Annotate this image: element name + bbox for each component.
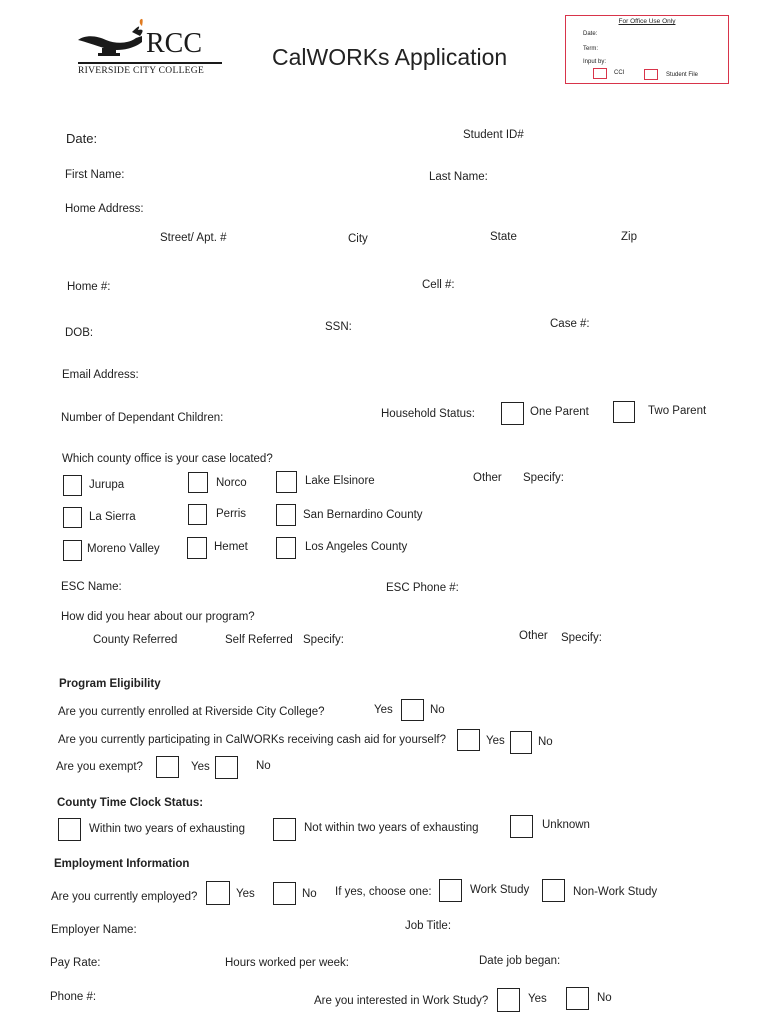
employed-yes-checkbox[interactable] [206,881,230,905]
employer-name-label: Employer Name: [51,924,137,936]
perris-label: Perris [216,508,247,520]
home-address-label: Home Address: [65,203,144,215]
first-name-label: First Name: [65,169,125,181]
exempt-yes-checkbox[interactable] [156,756,179,778]
job-title-label: Job Title: [405,920,452,932]
exempt-question: Are you exempt? [56,761,143,773]
hours-label: Hours worked per week: [225,957,349,969]
employed-question: Are you currently employed? [51,891,198,903]
city-label: City [348,233,368,245]
enrolled-yes-label: Yes [374,704,393,716]
pay-rate-label: Pay Rate: [50,957,101,969]
interest-yes-label: Yes [528,993,547,1005]
exempt-no-label: No [256,760,271,772]
phone-label: Phone #: [50,991,97,1003]
state-label: State [490,231,517,243]
children-label: Number of Dependant Children: [61,412,224,424]
unknown-checkbox[interactable] [510,815,533,838]
email-label: Email Address: [62,369,139,381]
employed-no-checkbox[interactable] [273,882,296,905]
other-county-label: Other [473,472,502,484]
within-two-years-checkbox[interactable] [58,818,81,841]
employment-heading: Employment Information [54,858,190,870]
last-name-label: Last Name: [429,171,488,183]
employed-yes-label: Yes [236,888,255,900]
lake-elsinore-label: Lake Elsinore [305,475,375,487]
cci-checkbox[interactable] [593,68,607,79]
perris-checkbox[interactable] [188,504,207,525]
one-parent-checkbox[interactable] [501,402,524,425]
student-id-label: Student ID# [463,129,524,141]
non-work-study-label: Non-Work Study [573,886,658,898]
employed-no-label: No [302,888,317,900]
exempt-no-checkbox[interactable] [215,756,238,779]
household-label: Household Status: [381,408,475,420]
esc-name-label: ESC Name: [61,581,122,593]
lake-elsinore-checkbox[interactable] [276,471,297,493]
not-within-two-years-checkbox[interactable] [273,818,296,841]
lamp-icon [76,18,156,58]
within-two-years-label: Within two years of exhausting [89,823,245,835]
jurupa-label: Jurupa [89,479,125,491]
norco-label: Norco [216,477,247,489]
unknown-label: Unknown [542,819,590,831]
enrolled-question: Are you currently enrolled at Riverside City College? [58,706,325,718]
san-bernardino-label: San Bernardino County [303,509,423,521]
date-began-label: Date job began: [479,955,561,967]
la-sierra-label: La Sierra [89,511,136,523]
two-parent-label: Two Parent [648,405,707,417]
hemet-checkbox[interactable] [187,537,207,559]
student-file-label: Student File [666,72,699,78]
ssn-label: SSN: [325,321,352,333]
office-date-label: Date: [583,31,598,37]
cci-label: CCI [614,70,625,76]
county-referred-label: County Referred [93,634,178,646]
moreno-valley-checkbox[interactable] [63,540,82,561]
hear-specify2-label: Specify: [561,632,602,644]
office-use-box [565,15,729,84]
interest-yes-checkbox[interactable] [497,988,520,1012]
cash-aid-no-label: No [538,736,553,748]
norco-checkbox[interactable] [188,472,208,493]
los-angeles-label: Los Angeles County [305,541,408,553]
los-angeles-checkbox[interactable] [276,537,296,559]
self-referred-label: Self Referred [225,634,293,646]
if-yes-choose-label: If yes, choose one: [335,886,432,898]
interest-no-label: No [597,992,612,1004]
cash-aid-yes-checkbox[interactable] [457,729,480,751]
enrolled-yes-checkbox[interactable] [401,699,424,721]
clock-heading: County Time Clock Status: [57,797,204,809]
specify-county-label: Specify: [523,472,564,484]
office-use-heading: For Office Use Only [618,18,676,25]
hear-specify-label: Specify: [303,634,344,646]
not-within-two-years-label: Not within two years of exhausting [304,822,479,834]
rcc-logo [76,18,226,80]
work-study-label: Work Study [470,884,530,896]
enrolled-no-label: No [430,704,445,716]
cash-aid-question: Are you currently participating in CalWORKs receiving cash aid for yourself? [58,734,446,746]
esc-phone-label: ESC Phone #: [386,582,459,594]
dob-label: DOB: [65,327,94,339]
moreno-valley-label: Moreno Valley [87,543,160,555]
two-parent-checkbox[interactable] [613,401,635,423]
office-input-label: Input by: [583,59,607,65]
student-file-checkbox[interactable] [644,69,658,80]
logo-abbreviation: RCC [146,28,203,59]
san-bernardino-checkbox[interactable] [276,504,296,526]
hear-other-label: Other [519,630,548,642]
exempt-yes-label: Yes [191,761,210,773]
street-label: Street/ Apt. # [160,232,227,244]
eligibility-heading: Program Eligibility [59,678,161,690]
cash-aid-yes-label: Yes [486,735,505,747]
one-parent-label: One Parent [530,406,589,418]
interest-no-checkbox[interactable] [566,987,589,1010]
la-sierra-checkbox[interactable] [63,507,82,528]
case-label: Case #: [550,318,590,330]
form-title: CalWORKs Application [272,44,508,70]
jurupa-checkbox[interactable] [63,475,82,496]
date-label: Date: [66,131,98,146]
county-question: Which county office is your case located? [62,453,273,465]
work-study-interest-question: Are you interested in Work Study? [314,995,489,1007]
logo-college-name: RIVERSIDE CITY COLLEGE [78,66,205,76]
hear-question: How did you hear about our program? [61,611,255,623]
hemet-label: Hemet [214,541,248,553]
cash-aid-no-checkbox[interactable] [510,731,532,754]
zip-label: Zip [621,231,637,243]
work-study-checkbox[interactable] [439,879,462,902]
logo-rule [78,62,222,64]
non-work-study-checkbox[interactable] [542,879,565,902]
office-term-label: Term: [583,46,598,52]
cell-label: Cell #: [422,279,455,291]
home-phone-label: Home #: [67,281,111,293]
